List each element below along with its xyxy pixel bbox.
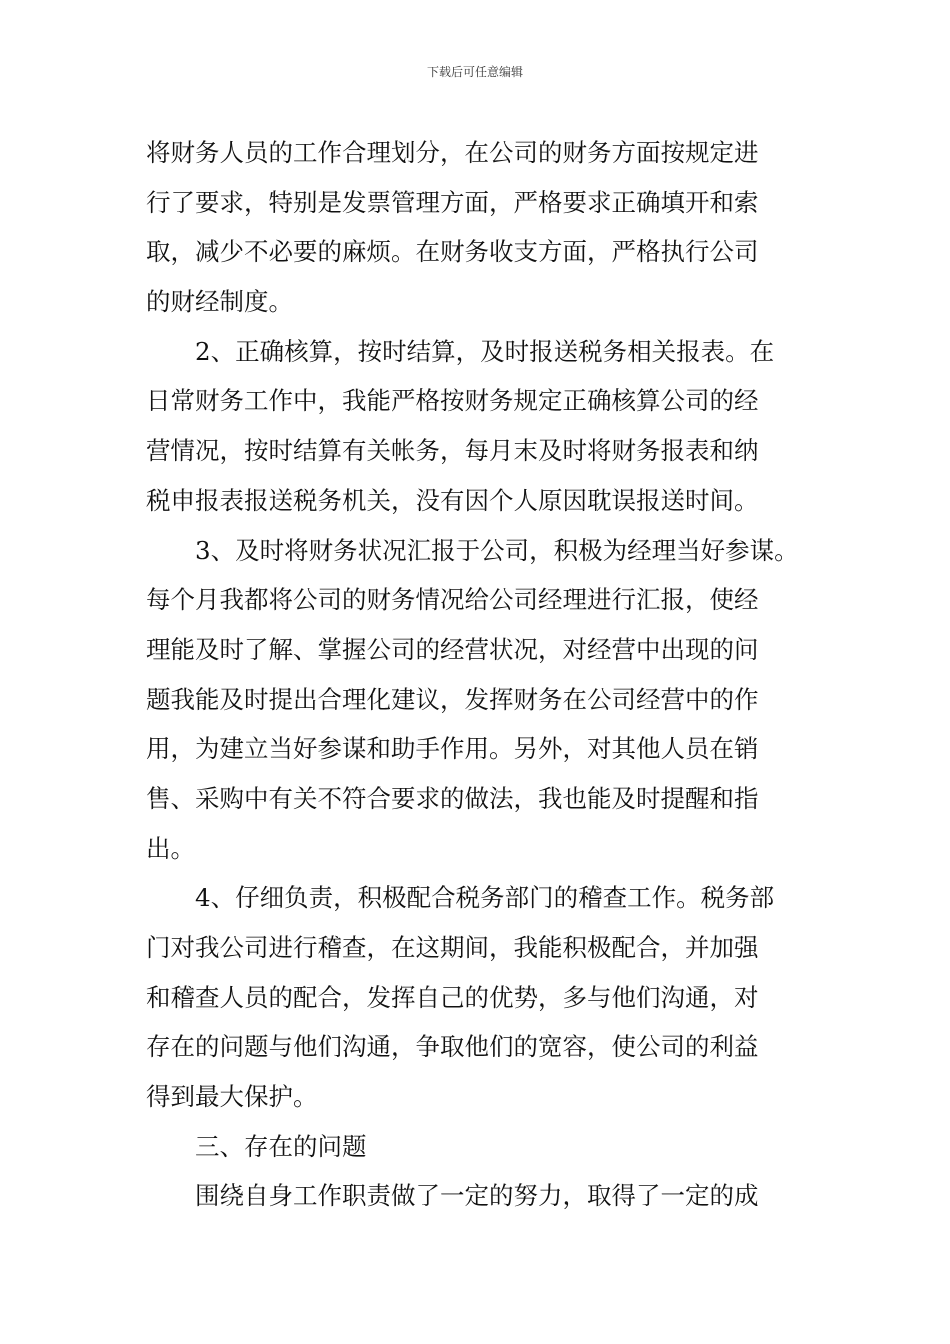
text-line: 税申报表报送税务机关，没有因个人原因耽误报送时间。 [146, 485, 759, 515]
text-line: 门对我公司进行稽查，在这期间，我能积极配合，并加强 [146, 933, 759, 962]
text-line: 取，减少不必要的麻烦。在财务收支方面，严格执行公司 [146, 237, 759, 267]
text-line: 和稽查人员的配合，发挥自己的优势，多与他们沟通，对 [146, 982, 759, 1012]
text-line: 售、采购中有关不符合要求的做法，我也能及时提醒和指 [146, 783, 759, 813]
text-line: 将财务人员的工作合理划分，在公司的财务方面按规定进 [146, 138, 759, 167]
text-line: 题我能及时提出合理化建议，发挥财务在公司经营中的作 [146, 684, 759, 714]
section-heading: 三、存在的问题 [195, 1131, 367, 1161]
paragraph-start-line: 4、仔细负责，积极配合税务部门的稽查工作。税务部 [195, 883, 775, 913]
text-line: 得到最大保护。 [146, 1082, 318, 1112]
text-line: 营情况，按时结算有关帐务，每月末及时将财务报表和纳 [146, 436, 759, 466]
paragraph-start-line: 围绕自身工作职责做了一定的努力，取得了一定的成 [195, 1181, 759, 1211]
page-header: 下载后可任意编辑 [426, 65, 523, 79]
text-line: 行了要求，特别是发票管理方面，严格要求正确填开和索 [146, 187, 759, 217]
paragraph-start-line: 3、及时将财务状况汇报于公司，积极为经理当好参谋。 [195, 535, 799, 565]
document-body [146, 128, 808, 1221]
text-line: 用，为建立当好参谋和助手作用。另外，对其他人员在销 [146, 734, 759, 764]
text-line: 日常财务工作中，我能严格按财务规定正确核算公司的经 [146, 386, 759, 416]
text-line: 出。 [146, 833, 195, 863]
text-line: 每个月我都将公司的财务情况给公司经理进行汇报，使经 [146, 585, 759, 615]
text-line: 的财经制度。 [146, 287, 293, 317]
paragraph-start-line: 2、正确核算，按时结算，及时报送税务相关报表。在 [195, 336, 775, 366]
text-line: 理能及时了解、掌握公司的经营状况，对经营中出现的问 [146, 634, 759, 664]
text-line: 存在的问题与他们沟通，争取他们的宽容，使公司的利益 [146, 1032, 759, 1062]
